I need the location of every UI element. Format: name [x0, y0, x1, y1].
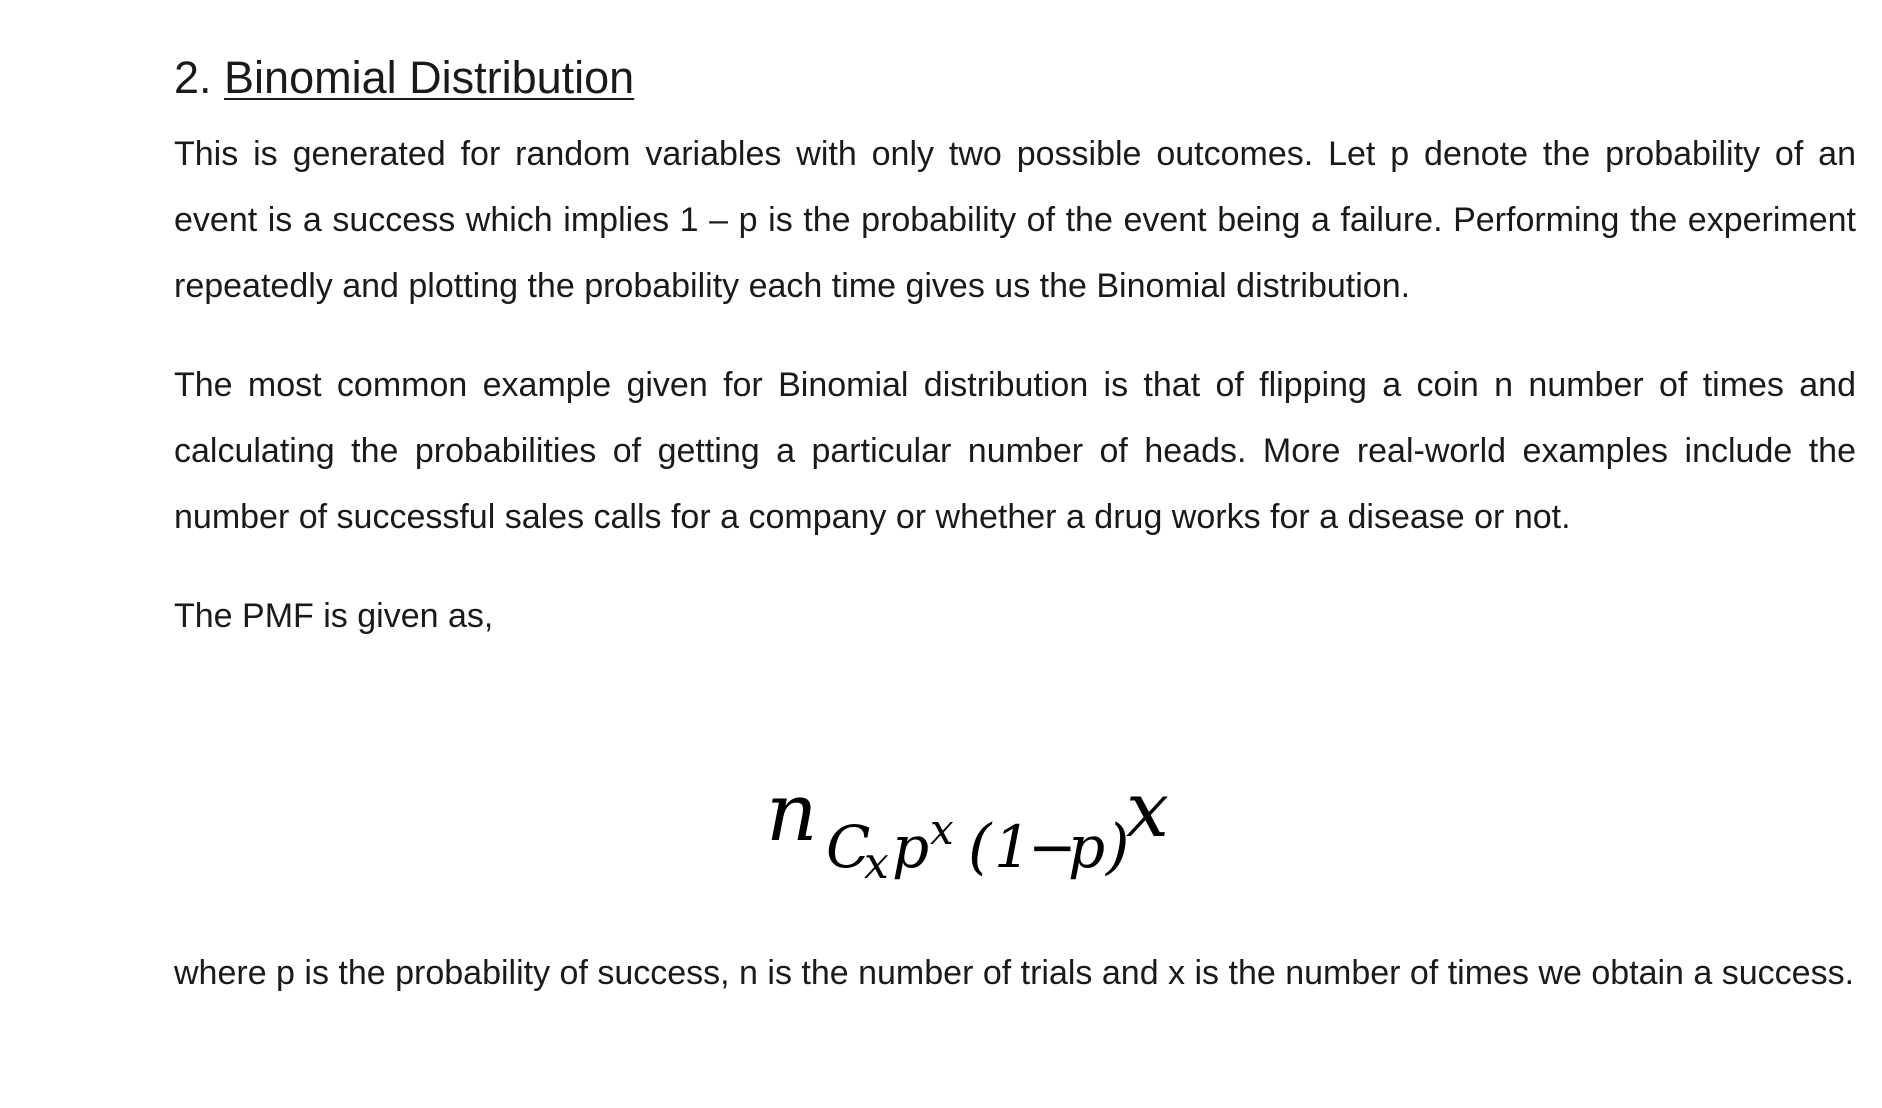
formula-minus: −: [1028, 813, 1077, 881]
section-heading: [174, 48, 634, 108]
formula-n: n: [766, 766, 818, 859]
formula-x-subscript: x: [864, 838, 889, 889]
pmf-formula: [754, 750, 1314, 900]
formula-p-inner: p: [1068, 813, 1106, 881]
formula-x-outer-exponent: x: [1126, 765, 1169, 854]
formula-one: 1: [994, 813, 1031, 881]
pmf-intro-paragraph: The PMF is given as,: [174, 597, 494, 635]
section-title: Binomial Distribution: [224, 52, 635, 103]
intro-paragraph: This is generated for random variables with only two possible outcomes. Let p denote the probability of an event is a success which implies 1 – p is the probability of the event being a failure. Performing the experiment repeatedly and plotting the probability each time gives us the Binomial distribution.: [174, 135, 1856, 305]
formula-paren-open: (: [968, 812, 992, 882]
explanation-paragraph: where p is the probability of success, n is the number of trials and x is the number of times we obtain a success.: [174, 954, 1855, 992]
formula-x-exponent: x: [930, 805, 954, 854]
section-number: 2.: [174, 52, 212, 103]
formula-c: C: [826, 813, 871, 881]
formula-p: p: [892, 813, 930, 881]
formula-paren-close: ): [1106, 812, 1130, 882]
example-paragraph: The most common example given for Binomial distribution is that of flipping a coin n number of times and calculating the probabilities of getting a particular number of heads. More real-world examples include the number of successful sales calls for a company or whether a drug works for a disease or not.: [174, 366, 1856, 536]
